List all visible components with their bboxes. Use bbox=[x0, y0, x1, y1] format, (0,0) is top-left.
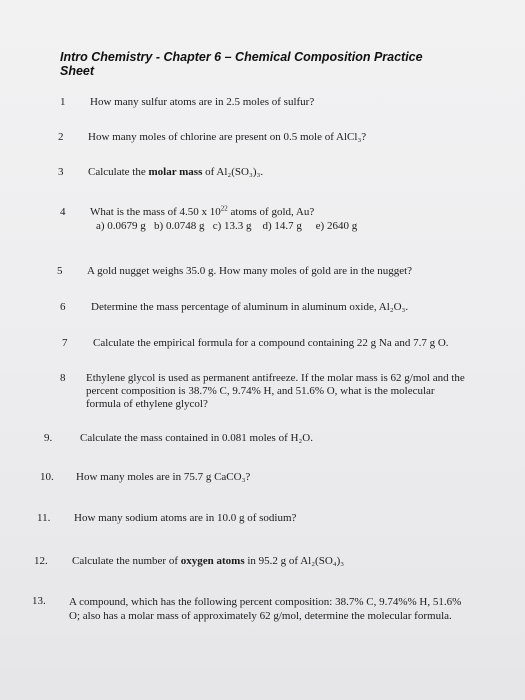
question-text-part: atoms of gold, Au? bbox=[227, 206, 315, 218]
question-text-bold: oxygen atoms bbox=[180, 555, 245, 567]
answer-choices: a) 0.0679 g b) 0.0748 g c) 13.3 g d) 14.7 g e) 2640 g bbox=[96, 220, 358, 232]
question-text: How many moles of chlorine are present on 0.5 mole of AlCl₃? bbox=[88, 131, 367, 143]
question-text-part: of Al₂(SO₃)₃. bbox=[202, 166, 264, 178]
question-text: A gold nugget weighs 35.0 g. How many moles of gold are in the nugget? bbox=[87, 265, 413, 277]
question-number: 12. bbox=[34, 555, 48, 567]
question-number: 8 bbox=[60, 372, 66, 384]
question-number: 7 bbox=[62, 337, 68, 349]
question-text-part: Calculate the number of bbox=[72, 555, 181, 567]
question-text-bold: molar mass bbox=[148, 166, 203, 178]
question-text bbox=[88, 166, 468, 179]
question-number: 3 bbox=[58, 166, 64, 178]
question-text bbox=[72, 555, 472, 568]
question-number: 11. bbox=[37, 512, 51, 524]
question-text bbox=[90, 206, 470, 219]
question-number: 5 bbox=[57, 265, 63, 277]
question-number: 1 bbox=[60, 96, 66, 108]
page-title: Intro Chemistry - Chapter 6 – Chemical Composition Practice Sheet bbox=[60, 50, 423, 78]
question-text: Ethylene glycol is used as permanent antifreeze. If the molar mass is 62 g/mol and the percent composition is 38.7% C, 9.74% H, and 51.6% O, what is the molecular formula of ethylene glycol? bbox=[86, 372, 465, 410]
question-number: 13. bbox=[32, 595, 46, 607]
question-text: How many moles are in 75.7 g CaCO₃? bbox=[76, 471, 251, 483]
question-text: How many sulfur atoms are in 2.5 moles of sulfur? bbox=[90, 96, 315, 108]
question-number: 2 bbox=[58, 131, 64, 143]
question-text-part: in 95.2 g of Al₂(SO₄)₃ bbox=[244, 555, 345, 567]
question-number: 10. bbox=[40, 471, 54, 483]
question-number: 6 bbox=[60, 301, 66, 313]
exponent: 22 bbox=[220, 204, 228, 213]
question-text: How many sodium atoms are in 10.0 g of sodium? bbox=[74, 512, 297, 524]
question-text: Calculate the empirical formula for a compound containing 22 g Na and 7.7 g O. bbox=[93, 337, 449, 349]
question-text-part: Calculate the bbox=[88, 166, 149, 178]
question-text-part: What is the mass of 4.50 x 10 bbox=[90, 206, 221, 218]
question-text: Determine the mass percentage of aluminum in aluminum oxide, Al₂O₃. bbox=[91, 301, 409, 313]
question-number: 4 bbox=[60, 206, 66, 218]
question-text: A compound, which has the following percent composition: 38.7% C, 9.74%% H, 51.6% O; also has a molar mass of approximately 62 g/mol, determine the molecular formula. bbox=[69, 596, 462, 622]
question-number: 9. bbox=[44, 432, 53, 444]
question-text: Calculate the mass contained in 0.081 moles of H₂O. bbox=[80, 432, 313, 444]
